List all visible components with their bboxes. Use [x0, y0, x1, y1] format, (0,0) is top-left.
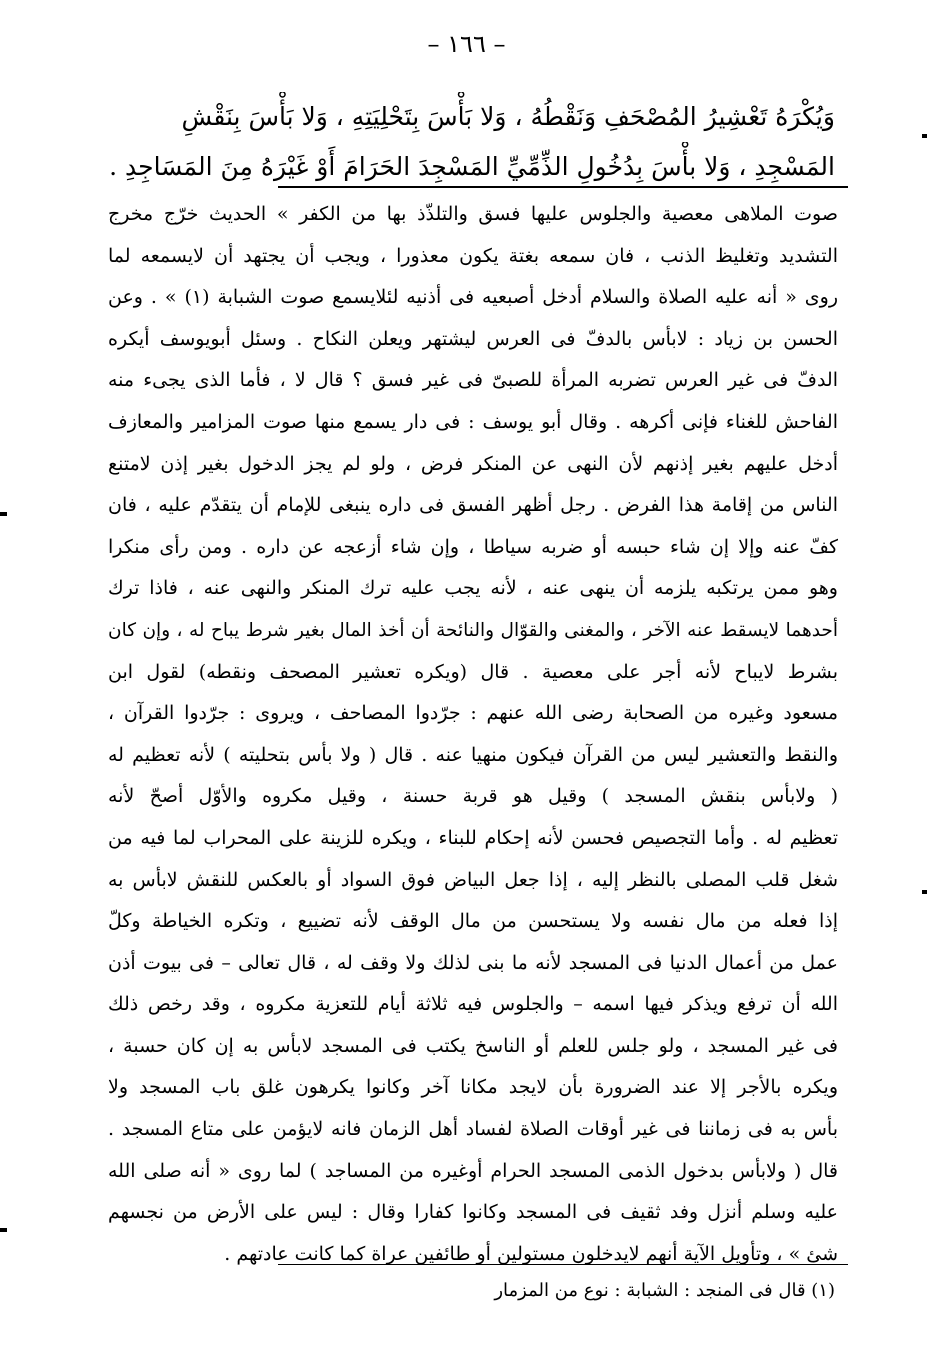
- commentary-line: التشديد وتغليظ الذنب ، فان سمعه بغتة يكون معذورا ، ويجب أن يجتهد أن لايسمعه لما: [108, 244, 838, 267]
- commentary-line: بأس به فى زماننا فى غير أوقات الصلاة لفساد أهل الزمان فانه لايؤمن على متاع المسجد .: [108, 1118, 838, 1141]
- commentary-line: أحدهما لايسقط عنه الآخر ، والمغنى والقوّال والنائحة أن أخذ المال بغير شرط يباح له ، وإن كان: [108, 619, 838, 641]
- commentary-line: فى غير المسجد ، ولو جلس للعلم أو الناسخ يكتب فى المسجد لابأس به إن كان حسبة ،: [108, 1034, 838, 1057]
- commentary-text: [108, 194, 838, 1275]
- commentary-line: الحسن بن زياد : لابأس بالدفّ فى العرس ليشتهر ويعلن النكاح . وسئل أبويوسف أيكره: [108, 327, 838, 350]
- commentary-line: الفاحش للغناء فإنى أكرهه . وقال أبو يوسف : فى دار يسمع منها صوت المزامير والمعازف: [108, 410, 838, 433]
- commentary-line: وهو ممن يرتكبه يلزمه أن ينهى عنه ، لأنه يجب عليه ترك المنكر والنهى عنه ، فاذا ترك: [108, 577, 838, 600]
- footnote-divider: [278, 1264, 848, 1265]
- commentary-line: الناس من إقامة هذا الفرض . رجل أظهر الفسق فى داره ينبغى للإمام أن يتقدّم عليه ، فان: [108, 494, 838, 517]
- commentary-line: شغل قلب المصلى بالنظر إليه ، إذا جعل البياض فوق السواد أو بالعكس للنقش لابأس به: [108, 868, 838, 891]
- footnote: (١) قال فى المنجد : الشبابة : نوع من المزمار: [494, 1280, 835, 1301]
- commentary-line: إذا فعله من مال نفسه ولا يستحسن من مال الوقف لأنه تضييع ، وتكره الخياطة وكلّ: [108, 910, 838, 933]
- margin-mark: [0, 512, 7, 516]
- commentary-line: عمل من أعمال الدنيا فى المسجد لأنه ما بنى لذلك ولا وقف له ، قال تعالى – فى بيوت أذن: [108, 951, 838, 974]
- commentary-line: الله أن ترفع ويذكر فيها اسمه – والجلوس فيه ثلاثة أيام للتعزية مكروه ، وقد رخص ذلك: [108, 993, 838, 1016]
- matn-line: المَسْجِدِ ، وَلا بأْسَ بِدُخُولِ الذِّمِّيِّ المَسْجِدَ الحَرَامَ أَوْ غَيْرَهُ مِنَ المَسَاجِدِ .: [109, 152, 835, 181]
- margin-mark: [0, 1228, 7, 1232]
- commentary-line: تعظيم له . وأما التجصيص فحسن لأنه إحكام للبناء ، ويكره للزينة على المحراب لما فيه من: [108, 826, 838, 849]
- matn-line: وَيُكْرَهُ تَعْشِيرُ المُصْحَفِ وَنَقْطُهُ ، وَلا بَأْسَ بِتَحْلِيَتِهِ ، وَلا بَأْسَ بِنَقْشِ: [181, 102, 835, 131]
- margin-mark: [922, 890, 927, 894]
- commentary-line: شئ » ، وتأويل الآية أنهم لايدخلون مستولين أو طائفين عراة كما كانت عادتهم .: [224, 1242, 838, 1265]
- commentary-line: صوت الملاهى معصية والجلوس عليها فسق والتلذّذ بها من الكفر » الحديث خرّج مخرج: [108, 203, 838, 225]
- commentary-line: مسعود وغيره من الصحابة رضى الله عنهم : جرّدوا المصاحف ، ويروى : جرّدوا القرآن ،: [108, 702, 838, 725]
- top-divider: [278, 186, 848, 188]
- commentary-line: والنقط والتعشير ليس من القرآن فيكون منهيا عنه . قال ( ولا بأس بتحليته ) لأنه تعظيم له: [108, 743, 838, 766]
- commentary-line: ويكره بالأجر إلا عند الضرورة بأن لايجد مكانا آخر وكانوا يكرهون غلق باب المسجد ولا: [108, 1076, 838, 1099]
- commentary-line: كفّ عنه وإلا إن شاء حبسه أو ضربه سياطا ، وإن شاء أزعجه عن داره . ومن رأى منكرا: [108, 535, 838, 558]
- commentary-line: بشرط لايباح لأنه أجر على معصية . قال (ويكره تعشير المصحف ونقطه) لقول ابن: [108, 660, 838, 683]
- margin-mark: [922, 134, 927, 138]
- commentary-line: قال ( ولابأس بدخول الذمى المسجد الحرام أوغيره من المساجد ) لما روى « أنه صلى الله: [108, 1159, 838, 1182]
- matn-text: [100, 92, 835, 192]
- commentary-line: الدفّ فى غير العرس تضربه المرأة للصبىّ فى غير فسق ؟ قال لا ، فأما الذى يجىء منه: [108, 369, 838, 392]
- commentary-line: عليه وسلم أنزل وفد ثقيف فى المسجد وكانوا كفارا وقال : ليس على الأرض من نجسهم: [108, 1201, 838, 1224]
- page-number: – ١٦٦ –: [427, 30, 506, 58]
- commentary-line: أدخل عليهم بغير إذنهم لأن النهى عن المنكر فرض ، ولو لم يجز الدخول بغير إذن لامتنع: [108, 452, 838, 475]
- commentary-line: روى « أنه عليه الصلاة والسلام أدخل أصبعيه فى أذنيه لئلايسمع صوت الشبابة (١) » . وعن: [108, 286, 838, 309]
- commentary-line: ( ولابأس بنقش المسجد ) وقيل هو قربة حسنة ، وقيل مكروه والأوّل أصحّ لأنه: [108, 785, 838, 808]
